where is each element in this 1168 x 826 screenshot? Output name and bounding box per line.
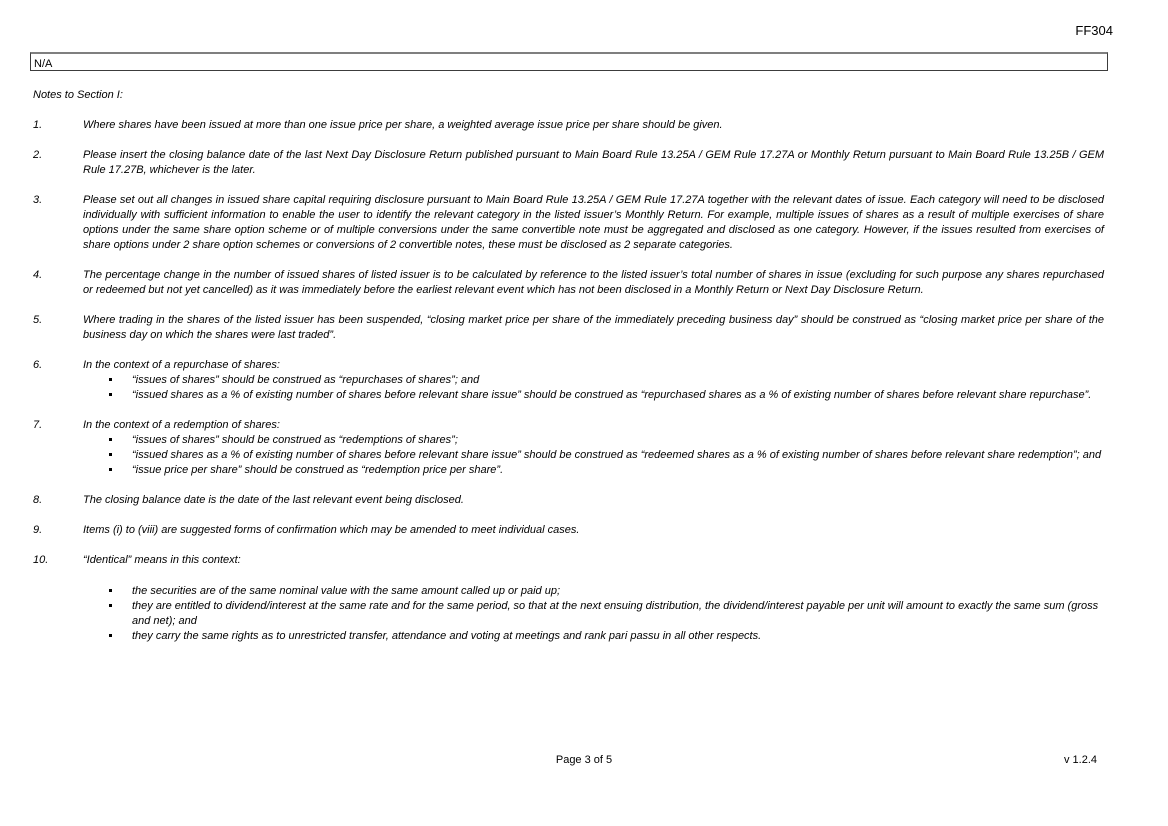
notes-section: [33, 88, 1104, 659]
note-item-8: [33, 493, 1104, 508]
bullet-item: [83, 373, 1104, 388]
form-code-label: FF304: [1075, 23, 1113, 38]
note-text: Where shares have been issued at more than one issue price per share, a weighted average issue price per share should be given.: [83, 119, 723, 131]
note-number: 10.: [33, 554, 49, 566]
note-item-9: [33, 523, 1104, 538]
note-number: 9.: [33, 524, 43, 536]
bullet-text: they carry the same rights as to unrestricted transfer, attendance and voting at meetings and rank pari passu in all other respects.: [132, 630, 762, 642]
na-input-value: N/A: [34, 58, 53, 70]
square-bullet-icon: [109, 604, 112, 607]
bullet-item: [83, 463, 1104, 478]
note-text: Items (i) to (viii) are suggested forms of confirmation which may be amended to meet individual cases.: [83, 524, 580, 536]
square-bullet-icon: [109, 393, 112, 396]
note-number: 7.: [33, 419, 43, 431]
square-bullet-icon: [109, 378, 112, 381]
note-item-5: [33, 313, 1104, 343]
bullet-list: [83, 373, 1104, 403]
note-number: 2.: [33, 149, 43, 161]
note-number: 5.: [33, 314, 43, 326]
notes-heading: Notes to Section I:: [33, 89, 123, 101]
bullet-text: “issues of shares” should be construed as “repurchases of shares”; and: [132, 374, 480, 386]
note-text: In the context of a redemption of shares:: [83, 419, 280, 431]
note-text: Please set out all changes in issued share capital requiring disclosure pursuant to Main Board Rule 13.25A / GEM Rule 17.27A together with the relevant dates of issue. Each category will need to be disclosed individually with sufficient information to enable the user to identify the relevant category in the listed issuer’s Monthly Return. For example, multiple issues of shares as a result of multiple exercises of share options under the same share option scheme or of multiple conversions under the same convertible note must be aggregated and disclosed as one category. However, if the issues resulted from exercises of share options under 2 share option schemes or conversions of 2 convertible notes, these must be disclosed as 2 separate categories.: [83, 194, 1104, 251]
bullet-text: “issue price per share” should be construed as “redemption price per share”.: [132, 464, 504, 476]
note-text: Where trading in the shares of the listed issuer has been suspended, “closing market price per share of the immediately preceding business day” should be construed as “closing market price per share of the business day on which the shares were last traded”.: [83, 314, 1104, 341]
bullet-item: [83, 388, 1104, 403]
note-number: 4.: [33, 269, 43, 281]
bullet-list: [83, 433, 1104, 478]
bullet-item: [83, 599, 1104, 629]
note-item-4: [33, 268, 1104, 298]
note-item-1: [33, 118, 1104, 133]
bullet-list: [83, 584, 1104, 644]
note-number: 6.: [33, 359, 43, 371]
bullet-item: [83, 629, 1104, 644]
page-number-label: Page 3 of 5: [555, 754, 613, 766]
square-bullet-icon: [109, 589, 112, 592]
bullet-text: they are entitled to dividend/interest at the same rate and for the same period, so that at the next ensuing distribution, the dividend/interest payable per unit will amount to exactly the same sum (gross and net); and: [132, 600, 1099, 627]
note-number: 3.: [33, 194, 43, 206]
square-bullet-icon: [109, 634, 112, 637]
note-item-7: [33, 418, 1104, 478]
bullet-item: [83, 584, 1104, 599]
na-input-box[interactable]: [30, 52, 1108, 71]
note-text: Please insert the closing balance date of the last Next Day Disclosure Return published pursuant to Main Board Rule 13.25A / GEM Rule 17.27A or Monthly Return pursuant to Main Board Rule 13.25B / GEM Rule 17.27B, whichever is the later.: [83, 149, 1104, 176]
note-item-2: [33, 148, 1104, 178]
bullet-text: “issued shares as a % of existing number of shares before relevant share issue” should be construed as “redeemed shares as a % of existing number of shares before relevant share redemption”; and: [132, 449, 1102, 461]
note-item-3: [33, 193, 1104, 253]
note-text: The closing balance date is the date of the last relevant event being disclosed.: [83, 494, 464, 506]
bullet-text: “issues of shares” should be construed as “redemptions of shares”;: [132, 434, 458, 446]
square-bullet-icon: [109, 438, 112, 441]
note-text: The percentage change in the number of issued shares of listed issuer is to be calculated by reference to the listed issuer’s total number of shares in issue (excluding for such purpose any shares repurchased or redeemed but not yet cancelled) as it was immediately before the earliest relevant event which has not been disclosed in a Monthly Return or Next Day Disclosure Return.: [83, 269, 1104, 296]
note-body: [83, 418, 1104, 478]
bullet-text: the securities are of the same nominal value with the same amount called up or paid up;: [132, 585, 561, 597]
note-body: [83, 553, 1104, 644]
note-number: 8.: [33, 494, 43, 506]
note-item-6: [33, 358, 1104, 403]
note-number: 1.: [33, 119, 43, 131]
note-item-10: [33, 553, 1104, 644]
bullet-item: [83, 433, 1104, 448]
bullet-text: “issued shares as a % of existing number of shares before relevant share issue” should be construed as “repurchased shares as a % of existing number of shares before relevant share repurchase”.: [132, 389, 1092, 401]
square-bullet-icon: [109, 453, 112, 456]
version-label: v 1.2.4: [1063, 754, 1097, 766]
note-text: In the context of a repurchase of shares:: [83, 359, 280, 371]
square-bullet-icon: [109, 468, 112, 471]
note-text: “Identical” means in this context:: [83, 554, 241, 566]
note-body: [83, 358, 1104, 403]
bullet-item: [83, 448, 1104, 463]
